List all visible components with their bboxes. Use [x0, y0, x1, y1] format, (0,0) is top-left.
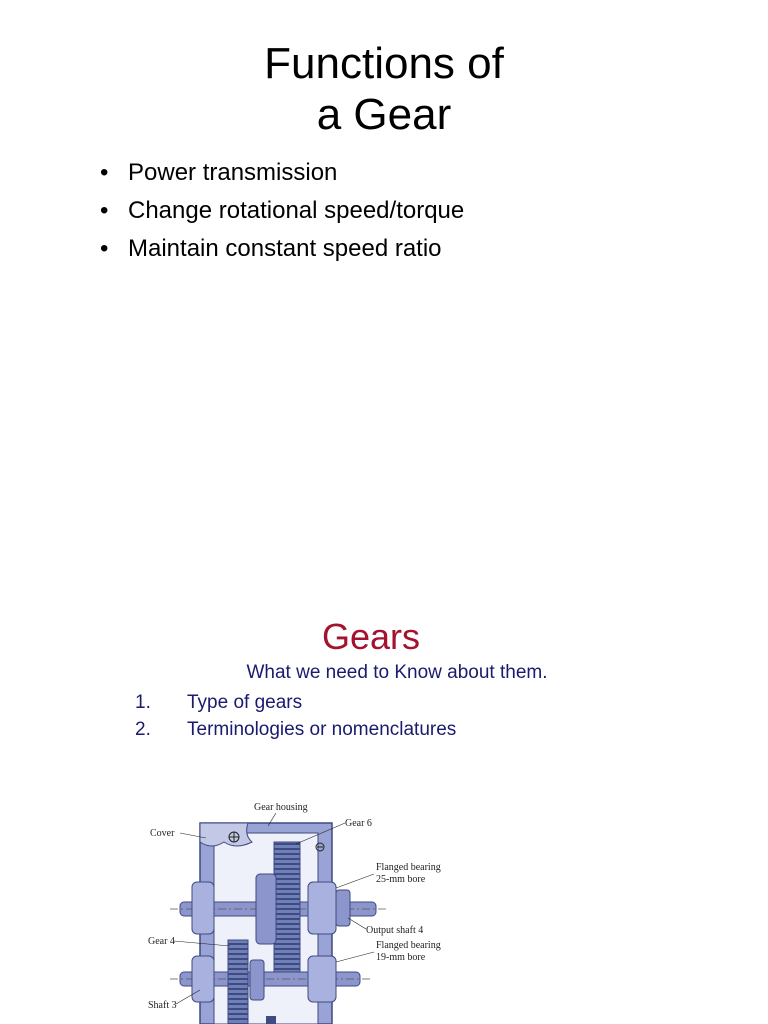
- bullet-item: [100, 230, 464, 268]
- slide-title: [0, 38, 768, 140]
- bullet-list: [100, 154, 464, 268]
- gear-6: [274, 842, 300, 976]
- bullet-glyph: •: [100, 159, 109, 186]
- numbered-list: [135, 689, 456, 743]
- bullet-text: Maintain constant speed ratio: [128, 235, 442, 262]
- gear-4: [228, 940, 248, 1024]
- label-gear-housing: Gear housing: [254, 802, 308, 813]
- label-gear-4: Gear 4: [148, 936, 175, 947]
- label-flanged-bearing-19-l2: 19-mm bore: [376, 952, 426, 963]
- label-gear-6: Gear 6: [345, 818, 372, 829]
- bullet-glyph: •: [100, 235, 109, 262]
- gears-subtitle: What we need to Know about them.: [246, 662, 548, 683]
- bullet-item: [100, 154, 464, 192]
- bullet-text: Change rotational speed/torque: [128, 197, 465, 224]
- list-number: 1.: [135, 692, 151, 713]
- label-flanged-bearing-19-l1: Flanged bearing: [376, 940, 441, 951]
- cover-shape: [200, 823, 252, 846]
- list-item: [135, 689, 456, 716]
- bearing-right-upper: [308, 882, 336, 934]
- list-text: Type of gears: [187, 692, 303, 713]
- list-item: [135, 716, 456, 743]
- bullet-glyph: •: [100, 197, 109, 224]
- bullet-item: [100, 192, 464, 230]
- label-shaft-3: Shaft 3: [148, 1000, 177, 1011]
- list-number: 2.: [135, 719, 151, 740]
- bearing-left-upper: [192, 882, 214, 934]
- label-flanged-bearing-25-l1: Flanged bearing: [376, 862, 441, 873]
- label-flanged-bearing-25-l2: 25-mm bore: [376, 874, 426, 885]
- gearbox-diagram: [140, 790, 450, 1024]
- title-line-2: a Gear: [316, 90, 452, 139]
- label-output-shaft-4: Output shaft 4: [366, 925, 424, 936]
- bearing-right-lower: [308, 956, 336, 1002]
- list-text: Terminologies or nomenclatures: [187, 719, 457, 740]
- gears-title: Gears: [321, 616, 421, 657]
- bearing-left-lower: [192, 956, 214, 1002]
- gear-6-hub: [256, 874, 276, 944]
- title-line-1: Functions of: [264, 39, 504, 88]
- bullet-text: Power transmission: [128, 159, 338, 186]
- label-cover: Cover: [150, 828, 175, 839]
